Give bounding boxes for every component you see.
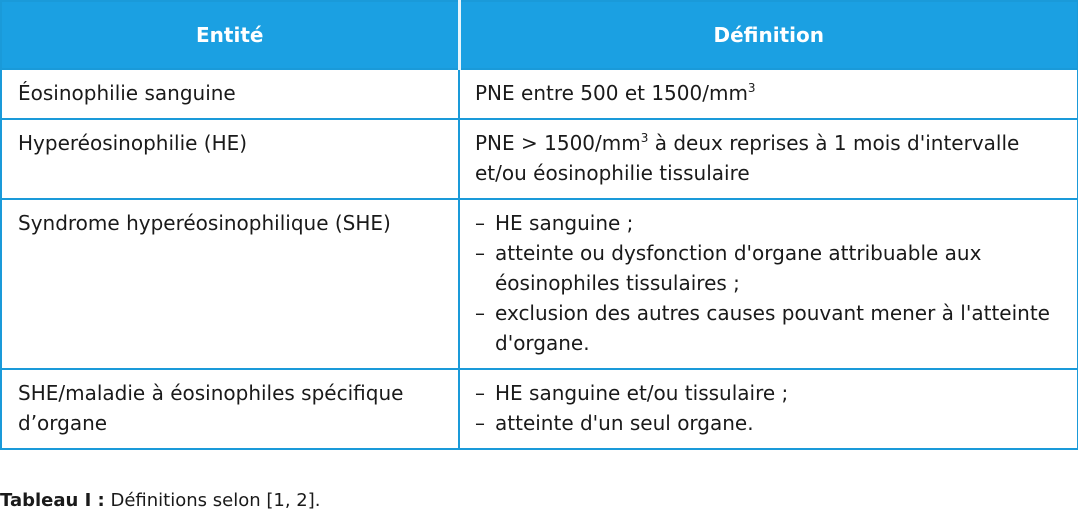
definition-text-continued: à deux reprises à 1 mois d'intervalle et/ou éosinophilie tissulaire: [475, 131, 1020, 185]
definition-cell: [459, 119, 1078, 199]
entity-cell: Éosinophilie sanguine: [1, 69, 459, 119]
column-header-definition: Définition: [459, 1, 1078, 69]
list-item: – HE sanguine ;: [475, 208, 1063, 238]
superscript: 3: [747, 81, 756, 95]
superscript: 3: [640, 131, 649, 145]
caption-text: Définitions selon [1, 2].: [104, 490, 321, 511]
list-item: – atteinte d'un seul organe.: [475, 408, 1063, 438]
table-caption: [0, 489, 320, 513]
definition-text: PNE entre 500 et 1500/mm: [475, 81, 748, 105]
caption-label: Tableau I :: [0, 490, 105, 511]
table-header-row: [1, 1, 1078, 69]
definition-list: [475, 208, 1063, 358]
definition-cell: [459, 69, 1078, 119]
entity-cell: SHE/maladie à éosinophiles spécifique d’organe: [1, 369, 459, 449]
definition-text: PNE > 1500/mm: [475, 131, 641, 155]
table-row: [1, 119, 1078, 199]
table-row: [1, 69, 1078, 119]
list-item: – HE sanguine et/ou tissulaire ;: [475, 378, 1063, 408]
entity-cell: Syndrome hyperéosinophilique (SHE): [1, 199, 459, 369]
definition-cell: [459, 199, 1078, 369]
table-row: [1, 199, 1078, 369]
definition-cell: [459, 369, 1078, 449]
table-row: [1, 369, 1078, 449]
list-item: – exclusion des autres causes pouvant mener à l'atteinte d'organe.: [475, 298, 1063, 358]
entity-cell: Hyperéosinophilie (HE): [1, 119, 459, 199]
column-header-entity: Entité: [1, 1, 459, 69]
list-item: – atteinte ou dysfonction d'organe attribuable aux éosinophiles tissulaires ;: [475, 238, 1063, 298]
definition-list: [475, 378, 1063, 438]
